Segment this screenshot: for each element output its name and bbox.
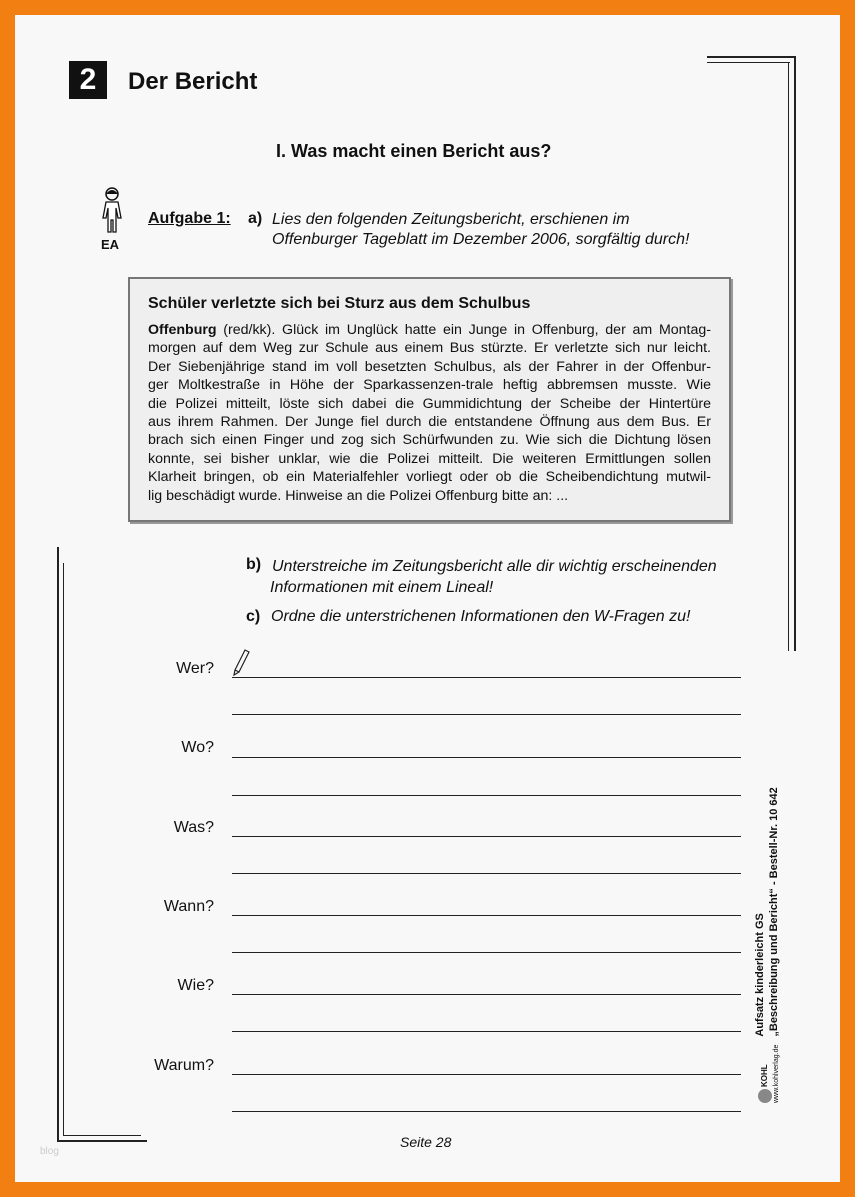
- question-wo: Wo?: [181, 739, 214, 756]
- answer-line[interactable]: [232, 795, 741, 796]
- article-headline: Schüler verletzte sich bei Sturz aus dem Schulbus: [148, 295, 531, 312]
- article-text: (red/kk). Glück im Unglück hatte ein Junge in Offenburg, der am Montag-: [216, 322, 711, 338]
- article-line: aus ihrem Rahmen. Der Junge fiel durch die entstandene Öffnung aus dem Bus. Er: [148, 414, 711, 431]
- task-c-text: Ordne die unterstrichenen Informationen den W-Fragen zu!: [271, 608, 691, 625]
- page-number: Seite 28: [400, 1134, 452, 1150]
- answer-line[interactable]: [232, 915, 741, 916]
- article-line: Klarheit bringen, ob ein Materialfehler vorliegt oder ob die Scheibendichtung mutwil-: [148, 469, 711, 486]
- book-title-order: „Beschreibung und Bericht“ - Bestell-Nr. 10 642: [768, 787, 780, 1037]
- publisher-url: www.kohlverlag.de: [773, 1044, 780, 1103]
- article-dateline: Offenburg: [148, 322, 217, 338]
- task-b-line: Unterstreiche im Zeitungsbericht alle dir wichtig erscheinenden: [272, 558, 717, 575]
- answer-line[interactable]: [232, 1111, 741, 1112]
- publisher-logo: [758, 1045, 781, 1103]
- question-warum: Warum?: [154, 1057, 214, 1074]
- book-series: Aufsatz kinderleicht GS: [754, 913, 766, 1037]
- task-a-marker: a): [248, 210, 263, 227]
- article-line: die Polizei mitteilt, löste sich dabei die Gummidichtung der Scheibe der Hintertüre: [148, 395, 711, 412]
- child-figure-icon: [100, 186, 124, 236]
- newspaper-article: [128, 277, 731, 522]
- question-wer: Wer?: [176, 660, 214, 677]
- answer-line[interactable]: [232, 677, 741, 678]
- article-line: brach sich einen Finger und zog sich Schürfwunden zu. Wie sich die Dichtung lösen: [148, 432, 711, 449]
- pencil-icon: [231, 648, 251, 676]
- article-line: morgen auf dem Weg zur Schule aus einem Bus stürzte. Er verletzte sich nur leicht.: [148, 340, 711, 357]
- watermark: blog: [40, 1146, 59, 1157]
- task-b-line: Informationen mit einem Lineal!: [270, 579, 494, 596]
- article-line: ger Moltkestraße in Höhe der Sparkassenzen-trale heftig abbremsen musste. Wie: [148, 377, 711, 394]
- answer-line[interactable]: [232, 873, 741, 874]
- task-a-line: Offenburger Tageblatt im Dezember 2006, sorgfältig durch!: [272, 231, 690, 248]
- article-line: lig beschädigt wurde. Hinweise an die Polizei Offenburg bitte an: ...: [148, 487, 569, 504]
- question-was: Was?: [173, 819, 214, 836]
- chapter-number: 2: [69, 61, 107, 99]
- question-wann: Wann?: [163, 898, 214, 915]
- task-a-text: [272, 210, 689, 250]
- tree-logo-icon: [758, 1089, 772, 1103]
- chapter-title: Der Bericht: [128, 68, 258, 95]
- task-b-text: [270, 556, 717, 598]
- task-label: Aufgabe 1:: [148, 210, 231, 227]
- answer-line[interactable]: [232, 994, 741, 995]
- article-line: Der Siebenjährige stand im voll besetzten Schulbus, als der Fahrer in der Offenbur-: [148, 358, 711, 375]
- task-c-marker: c): [246, 608, 261, 625]
- answer-line[interactable]: [232, 757, 741, 758]
- section-title: I. Was macht einen Bericht aus?: [276, 141, 552, 161]
- publisher-sidebar: [753, 753, 813, 1103]
- publisher-name: KOHL: [759, 1064, 769, 1088]
- individual-work-label: EA: [101, 237, 120, 252]
- answer-line[interactable]: [232, 952, 741, 953]
- answer-line[interactable]: [232, 1074, 741, 1075]
- question-wie: Wie?: [177, 977, 214, 994]
- answer-line[interactable]: [232, 714, 741, 715]
- answer-line[interactable]: [232, 1031, 741, 1032]
- task-a-line: Lies den folgenden Zeitungsbericht, erschienen im: [272, 211, 630, 228]
- article-line: konnte, sei bisher unklar, wie die Polizei mitteilt. Die weiteren Ermittlungen sollen: [148, 450, 711, 467]
- worksheet-page: [15, 15, 840, 1182]
- answer-line[interactable]: [232, 836, 741, 837]
- article-line: [148, 321, 711, 339]
- task-b-marker: b): [246, 556, 262, 573]
